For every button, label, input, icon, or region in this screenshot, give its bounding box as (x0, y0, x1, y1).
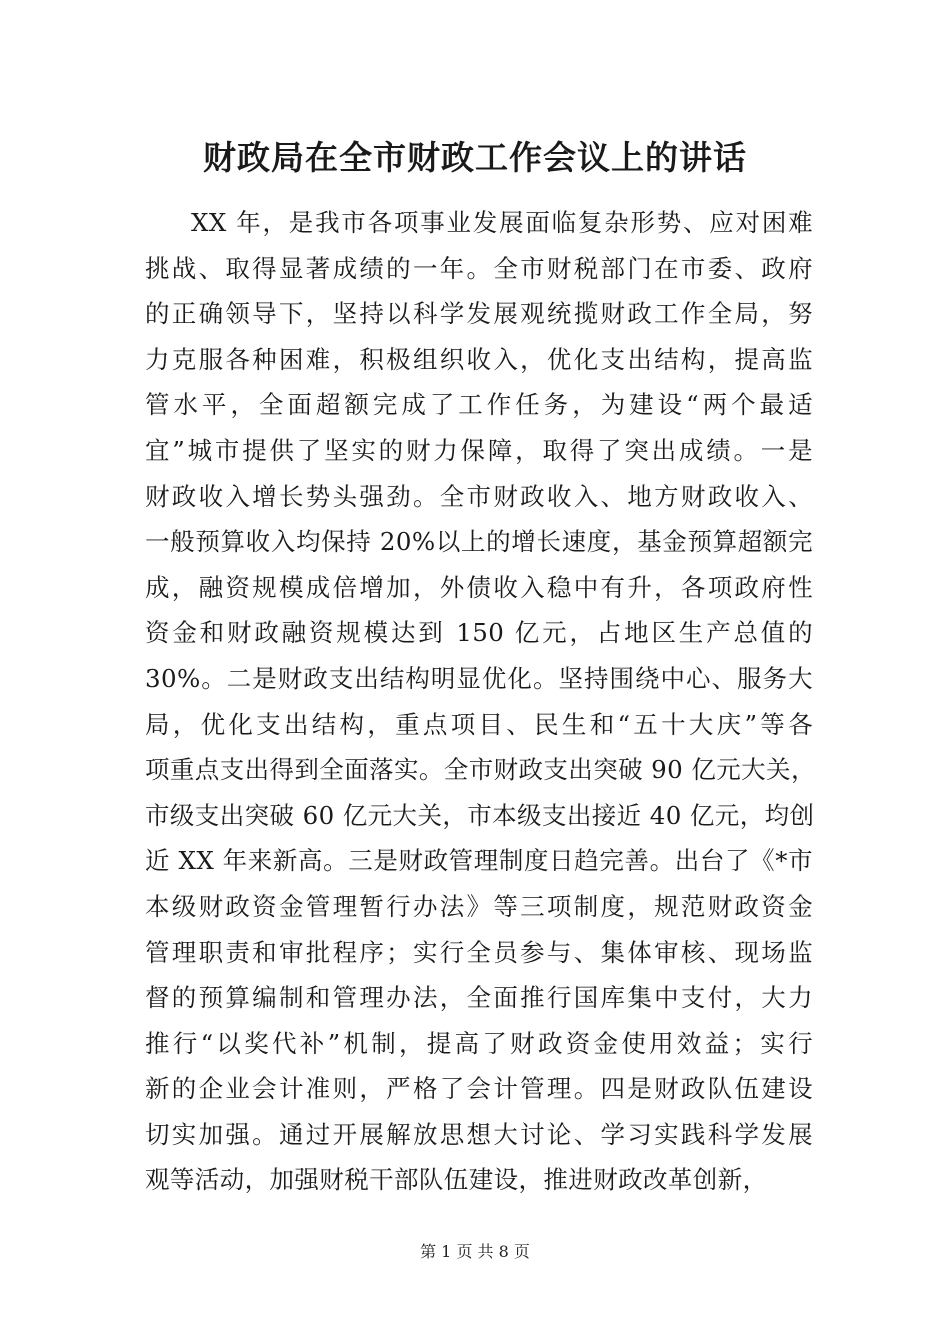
text-line: 管水平，全面超额完成了工作任务，为建设“两个最适 (145, 390, 813, 420)
text-line: 管理职责和审批程序；实行全员参与、集体审核、现场监 (145, 937, 813, 967)
text-line: 观等活动，加强财税干部队伍建设，推进财政改革创新， (145, 1165, 768, 1195)
text-line: XX 年，是我市各项事业发展面临复杂形势、应对困难 (191, 208, 813, 237)
text-line: 资金和财政融资规模达到 150 亿元，占地区生产总值的 (145, 618, 813, 648)
text-line: 局，优化支出结构，重点项目、民生和“五十大庆”等各 (145, 709, 813, 739)
page-footer: 第 1 页 共 8 页 (420, 1242, 530, 1261)
text-line: 一般预算收入均保持 20%以上的增长速度，基金预算超额完 (145, 527, 813, 557)
text-line: 成，融资规模成倍增加，外债收入稳中有升，各项政府性 (145, 572, 813, 602)
document-title: 财政局在全市财政工作会议上的讲话 (203, 138, 747, 177)
text-line: 宜”城市提供了坚实的财力保障，取得了突出成绩。一是 (145, 435, 813, 465)
text-line: 财政收入增长势头强劲。全市财政收入、地方财政收入、 (145, 481, 813, 511)
text-line: 挑战、取得显著成绩的一年。全市财税部门在市委、政府 (145, 253, 813, 283)
text-line: 市级支出突破 60 亿元大关，市本级支出接近 40 亿元，均创 (145, 800, 815, 830)
text-line: 项重点支出得到全面落实。全市财政支出突破 90 亿元大关， (145, 755, 816, 785)
text-line: 力克服各种困难，积极组织收入，优化支出结构，提高监 (145, 344, 813, 374)
text-line: 新的企业会计准则，严格了会计管理。四是财政队伍建设 (145, 1074, 813, 1104)
text-line: 推行“以奖代补”机制，提高了财政资金使用效益；实行 (145, 1028, 813, 1058)
text-line: 近 XX 年来新高。三是财政管理制度日趋完善。出台了《*市 (145, 846, 813, 876)
text-line: 督的预算编制和管理办法，全面推行国库集中支付，大力 (145, 983, 813, 1013)
text-line: 本级财政资金管理暂行办法》等三项制度，规范财政资金 (145, 891, 813, 921)
text-line: 的正确领导下，坚持以科学发展观统揽财政工作全局，努 (145, 299, 813, 329)
text-line: 30%。二是财政支出结构明显优化。坚持围绕中心、服务大 (145, 663, 813, 693)
body-paragraph (145, 200, 816, 1203)
text-line: 切实加强。通过开展解放思想大讨论、学习实践科学发展 (145, 1119, 813, 1149)
